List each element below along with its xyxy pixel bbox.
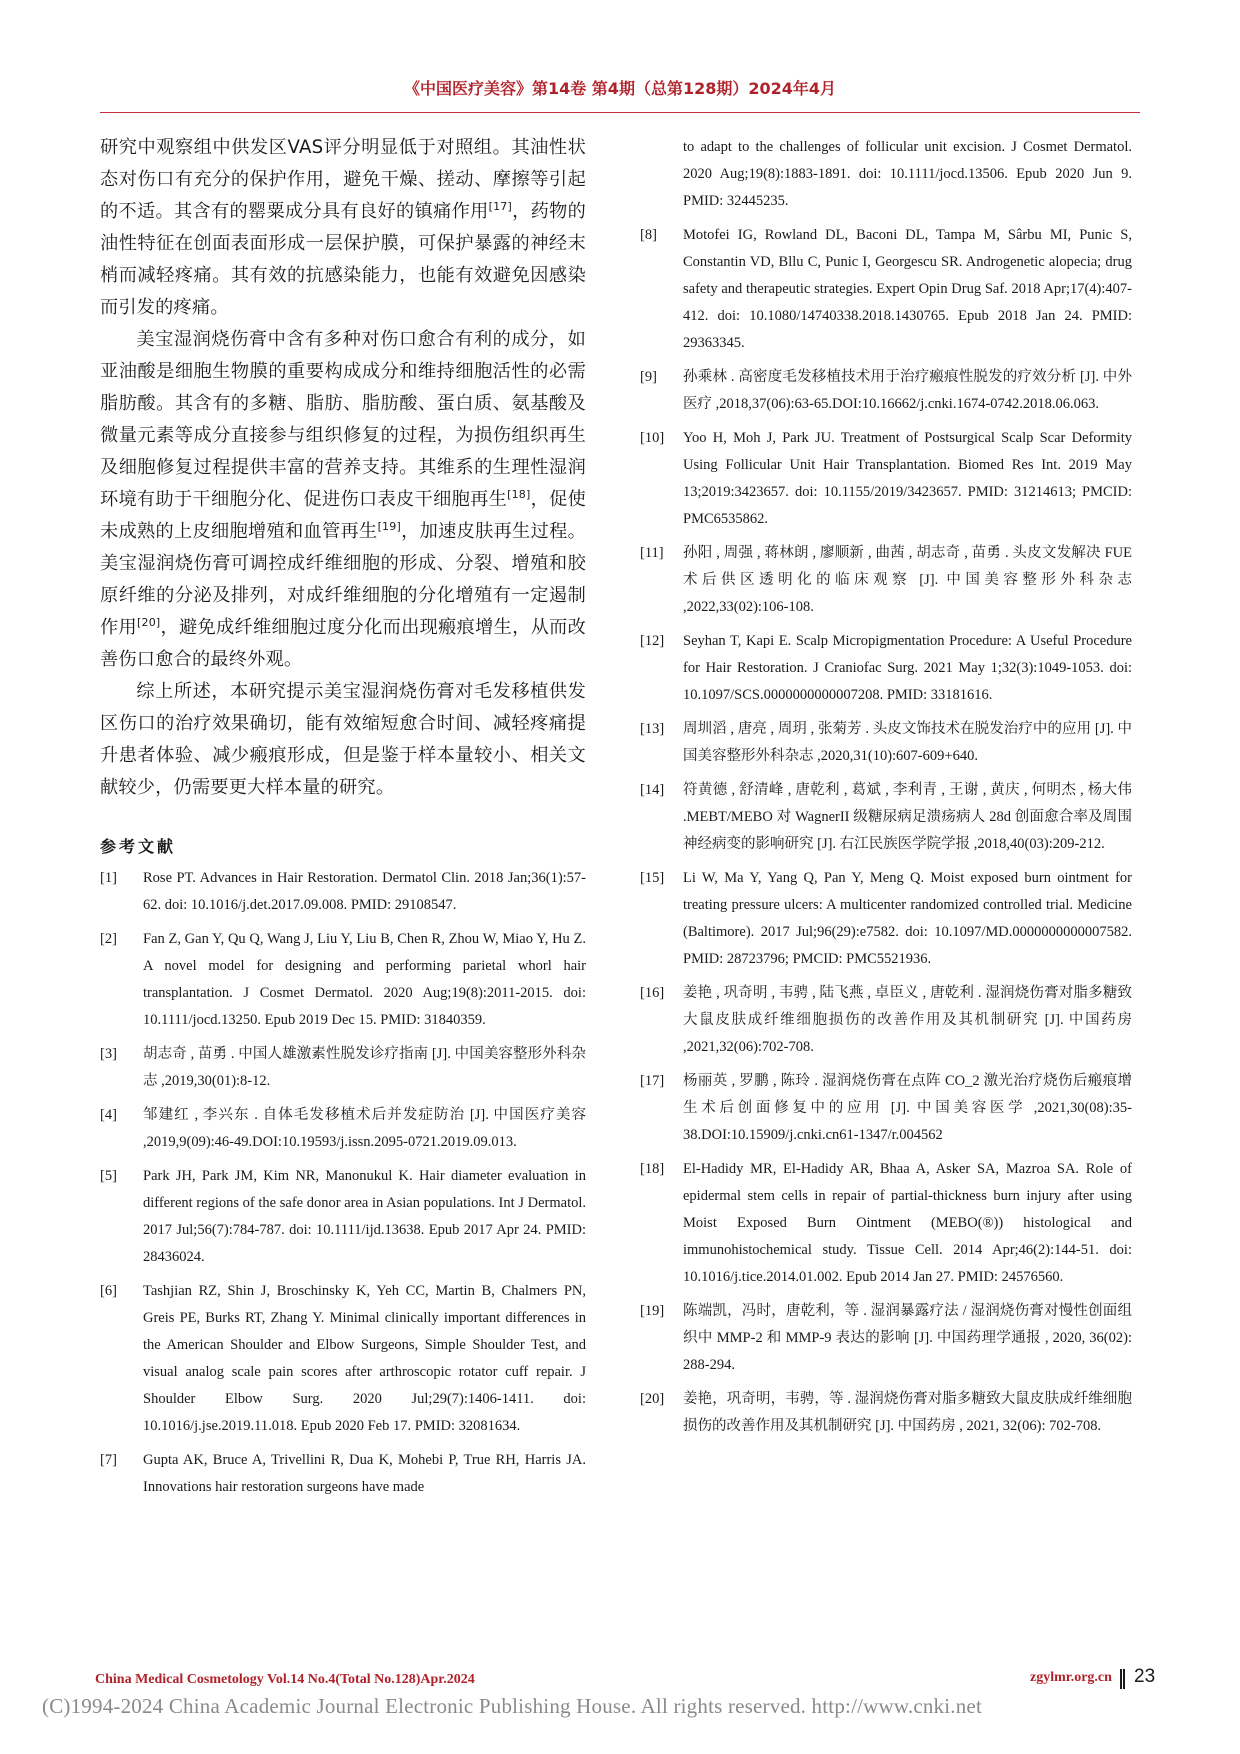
citation-18: [18]: [507, 488, 531, 501]
reference-number: [5]: [100, 1168, 117, 1184]
body-text: ，药物的油性特征在创面表面形成一层保护膜，可保护暴露的神经末梢而减轻疼痛。其有效的抗感染能力，也能有效避免因感染而引发的疼痛。: [100, 201, 586, 318]
reference-item: [100, 1278, 586, 1440]
reference-text: Yoo H, Moh J, Park JU. Treatment of Postsurgical Scalp Scar Deformity Using Follicular Unit Hair Transplantation. Biomed Res Int. 2019 May 13;2019:3423657. doi: 10.1155/2019/3423657. PMID: 31214613; PMCID: PMC6535862.: [683, 430, 1132, 527]
body-text: ，避免成纤维细胞过度分化而出现瘢痕增生，从而改善伤口愈合的最终外观。: [100, 617, 586, 670]
reference-text: 符黄德 , 舒清峰 , 唐乾利 , 葛斌 , 李利青 , 王谢 , 黄庆 , 何明杰 , 杨大伟 .MEBT/MEBO 对 WagnerII 级糖尿病足溃疡病人 28d 创面愈合率及周围神经病变的影响研究 [J]. 右江民族医学院学报 ,2018,40(03):209-212.: [683, 782, 1132, 852]
reference-number: [19]: [640, 1303, 665, 1319]
references-heading: 参考文献: [100, 837, 177, 856]
reference-number: [7]: [100, 1452, 117, 1468]
copyright-watermark: (C)1994-2024 China Academic Journal Electronic Publishing House. All rights reserved. http://www.cnki.net: [42, 1694, 982, 1718]
reference-text: 姜艳 , 巩奇明 , 韦骋 , 陆飞燕 , 卓臣义 , 唐乾利 . 湿润烧伤膏对脂多糖致大鼠皮肤成纤维细胞损伤的改善作用及其机制研究 [J]. 中国药房 ,2021,32(06):702-708.: [683, 985, 1132, 1055]
reference-text: El-Hadidy MR, El-Hadidy AR, Bhaa A, Asker SA, Mazroa SA. Role of epidermal stem cells in repair of partial-thickness burn injury after using Moist Exposed Burn Ointment (MEBO(®)) histological and immunohistochemical study. Tissue Cell. 2014 Apr;46(2):144-51. doi: 10.1016/j.tice.2014.01.002. Epub 2014 Jan 27. PMID: 24576560.: [683, 1161, 1132, 1285]
reference-item: [640, 364, 1132, 418]
footer-divider: [1120, 1669, 1125, 1689]
reference-text: 周圳滔 , 唐亮 , 周玥 , 张菊芳 . 头皮文饰技术在脱发治疗中的应用 [J]. 中国美容整形外科杂志 ,2020,31(10):607-609+640.: [683, 721, 1132, 764]
journal-header: 《中国医疗美容》第14卷 第4期（总第128期）2024年4月: [403, 79, 837, 98]
footer-site-link[interactable]: zgylmr.org.cn: [1030, 1670, 1112, 1685]
body-text: ，加速皮肤再生过程。美宝湿润烧伤膏可调控成纤维细胞的形成、分裂、增殖和胶原纤维的分泌及排列，对成纤维细胞的分化增殖有一定遏制作用: [100, 521, 586, 638]
reference-text: Rose PT. Advances in Hair Restoration. Dermatol Clin. 2018 Jan;36(1):57-62. doi: 10.1016/j.det.2017.09.008. PMID: 29108547.: [143, 870, 586, 913]
reference-number: [9]: [640, 369, 657, 385]
body-paragraph-1: [100, 132, 586, 324]
reference-text: Seyhan T, Kapi E. Scalp Micropigmentation Procedure: A Useful Procedure for Hair Restoration. J Craniofac Surg. 2021 May 1;32(3):1049-1053. doi: 10.1097/SCS.0000000000007208. PMID: 33181616.: [683, 633, 1132, 703]
body-text: ，促使未成熟的上皮细胞增殖和血管再生: [100, 489, 586, 542]
reference-text: 陈端凯，冯时，唐乾利，等 . 湿润暴露疗法 / 湿润烧伤膏对慢性创面组织中 MMP-2 和 MMP-9 表达的影响 [J]. 中国药理学通报 , 2020, 36(02): 288-294.: [683, 1303, 1132, 1373]
reference-item: [640, 1386, 1132, 1440]
reference-text: 杨丽英 , 罗鹏 , 陈玲 . 湿润烧伤膏在点阵 CO_2 激光治疗烧伤后瘢痕增生术后创面修复中的应用 [J]. 中国美容医学 ,2021,30(08):35-38.DOI:10.15909/j.cnki.cn61-1347/r.004562: [683, 1073, 1132, 1143]
reference-number: [15]: [640, 870, 665, 886]
reference-text: 孙乘林 . 高密度毛发移植技术用于治疗瘢痕性脱发的疗效分析 [J]. 中外医疗 ,2018,37(06):63-65.DOI:10.16662/j.cnki.1674-0742.2018.06.063.: [683, 369, 1132, 412]
reference-item: [640, 425, 1132, 533]
reference-number: [16]: [640, 985, 665, 1001]
citation-19: [19]: [377, 520, 401, 533]
reference-text: Tashjian RZ, Shin J, Broschinsky K, Yeh CC, Martin B, Chalmers PN, Greis PE, Burks RT, Zhang Y. Minimal clinically important differences in the American Shoulder and Elbow Surgeons, Simple Shoulder Test, and visual analog scale pain scores after arthroscopic rotator cuff repair. J Shoulder Elbow Surg. 2020 Jul;29(7):1406-1411. doi: 10.1016/j.jse.2019.11.018. Epub 2020 Feb 17. PMID: 32081634.: [143, 1283, 586, 1434]
reference-number: [4]: [100, 1107, 117, 1123]
reference-item: [640, 222, 1132, 357]
right-column: [640, 134, 1132, 1447]
body-paragraph-3: 综上所述，本研究提示美宝湿润烧伤膏对毛发移植供发区伤口的治疗效果确切，能有效缩短愈合时间、减轻疼痛提升患者体验、减少瘢痕形成，但是鉴于样本量较小、相关文献较少，仍需要更大样本量的研究。: [100, 681, 586, 798]
reference-number: [13]: [640, 721, 665, 737]
reference-text: 孙阳 , 周强 , 蒋林朗 , 廖顺新 , 曲茜 , 胡志奇 , 苗勇 . 头皮文发解决 FUE 术后供区透明化的临床观察 [J]. 中国美容整形外科杂志 ,2022,33(02):106-108.: [683, 545, 1132, 615]
reference-number: [1]: [100, 870, 117, 886]
reference-text: Li W, Ma Y, Yang Q, Pan Y, Meng Q. Moist exposed burn ointment for treating pressure ulcers: A multicenter randomized controlled trial. Medicine (Baltimore). 2017 Jul;96(29):e7582. doi: 10.1097/MD.0000000000007582. PMID: 28723796; PMCID: PMC5521936.: [683, 870, 1132, 967]
reference-item: [640, 1156, 1132, 1291]
reference-item: [100, 926, 586, 1034]
reference-continuation: to adapt to the challenges of follicular unit excision. J Cosmet Dermatol. 2020 Aug;19(8):1883-1891. doi: 10.1111/jocd.13506. Epub 2020 Jun 9. PMID: 32445235.: [683, 139, 1132, 209]
reference-number: [6]: [100, 1283, 117, 1299]
reference-item: [640, 1068, 1132, 1149]
reference-number: [14]: [640, 782, 665, 798]
left-column: [100, 132, 586, 1508]
reference-item: [640, 540, 1132, 621]
reference-item: [640, 628, 1132, 709]
reference-text: Fan Z, Gan Y, Qu Q, Wang J, Liu Y, Liu B, Chen R, Zhou W, Miao Y, Hu Z. A novel model for designing and performing parietal whorl hair transplantation. J Cosmet Dermatol. 2020 Aug;19(8):2011-2015. doi: 10.1111/jocd.13250. Epub 2019 Dec 15. PMID: 31840359.: [143, 931, 586, 1028]
reference-item: [100, 1447, 586, 1501]
reference-item: [640, 980, 1132, 1061]
reference-text: 邹建红 , 李兴东 . 自体毛发移植术后并发症防治 [J]. 中国医疗美容 ,2019,9(09):46-49.DOI:10.19593/j.issn.2095-0721.2019.09.013.: [143, 1107, 586, 1150]
reference-number: [10]: [640, 430, 665, 446]
reference-item: [100, 1041, 586, 1095]
footer-journal-info: China Medical Cosmetology Vol.14 No.4(Total No.128)Apr.2024: [95, 1672, 475, 1687]
reference-number: [20]: [640, 1391, 665, 1407]
reference-item: [640, 716, 1132, 770]
reference-number: [2]: [100, 931, 117, 947]
citation-17: [17]: [488, 200, 512, 213]
header-divider: [100, 112, 1140, 113]
reference-number: [12]: [640, 633, 665, 649]
reference-number: [11]: [640, 545, 664, 561]
body-text: 美宝湿润烧伤膏中含有多种对伤口愈合有利的成分，如亚油酸是细胞生物膜的重要构成成分和维持细胞活性的必需脂肪酸。其含有的多糖、脂肪、脂肪酸、蛋白质、氨基酸及微量元素等成分直接参与组织修复的过程，为损伤组织再生及细胞修复过程提供丰富的营养支持。其维系的生理性湿润环境有助于干细胞分化、促进伤口表皮干细胞再生: [100, 329, 586, 510]
reference-text: 姜艳，巩奇明，韦骋，等 . 湿润烧伤膏对脂多糖致大鼠皮肤成纤维细胞损伤的改善作用及其机制研究 [J]. 中国药房 , 2021, 32(06): 702-708.: [683, 1391, 1132, 1434]
reference-text: 胡志奇 , 苗勇 . 中国人雄激素性脱发诊疗指南 [J]. 中国美容整形外科杂志 ,2019,30(01):8-12.: [143, 1046, 586, 1089]
reference-item: [100, 1163, 586, 1271]
reference-number: [3]: [100, 1046, 117, 1062]
reference-item: [640, 777, 1132, 858]
citation-20: [20]: [137, 616, 161, 629]
reference-number: [17]: [640, 1073, 665, 1089]
reference-text: Park JH, Park JM, Kim NR, Manonukul K. Hair diameter evaluation in different regions of the safe donor area in Asian populations. Int J Dermatol. 2017 Jul;56(7):784-787. doi: 10.1111/ijd.13638. Epub 2017 Apr 24. PMID: 28436024.: [143, 1168, 586, 1265]
reference-text: Motofei IG, Rowland DL, Baconi DL, Tampa M, Sârbu MI, Punic S, Constantin VD, Bllu C, Punic I, Georgescu SR. Androgenetic alopecia; drug safety and therapeutic strategies. Expert Opin Drug Saf. 2018 Apr;17(4):407-412. doi: 10.1080/14740338.2018.1430765. Epub 2018 Jan 24. PMID: 29363345.: [683, 227, 1132, 351]
reference-text: Gupta AK, Bruce A, Trivellini R, Dua K, Mohebi P, True RH, Harris JA. Innovations hair restoration surgeons have made: [143, 1452, 586, 1495]
body-paragraph-2: [100, 324, 586, 676]
page-number: 23: [1134, 1666, 1156, 1687]
reference-item: [100, 1102, 586, 1156]
reference-number: [18]: [640, 1161, 665, 1177]
body-text: 研究中观察组中供发区VAS评分明显低于对照组。其油性状态对伤口有充分的保护作用，避免干燥、搓动、摩擦等引起的不适。其含有的罂粟成分具有良好的镇痛作用: [100, 137, 586, 222]
reference-item: [100, 865, 586, 919]
reference-item: [640, 1298, 1132, 1379]
reference-item: [640, 865, 1132, 973]
reference-number: [8]: [640, 227, 657, 243]
